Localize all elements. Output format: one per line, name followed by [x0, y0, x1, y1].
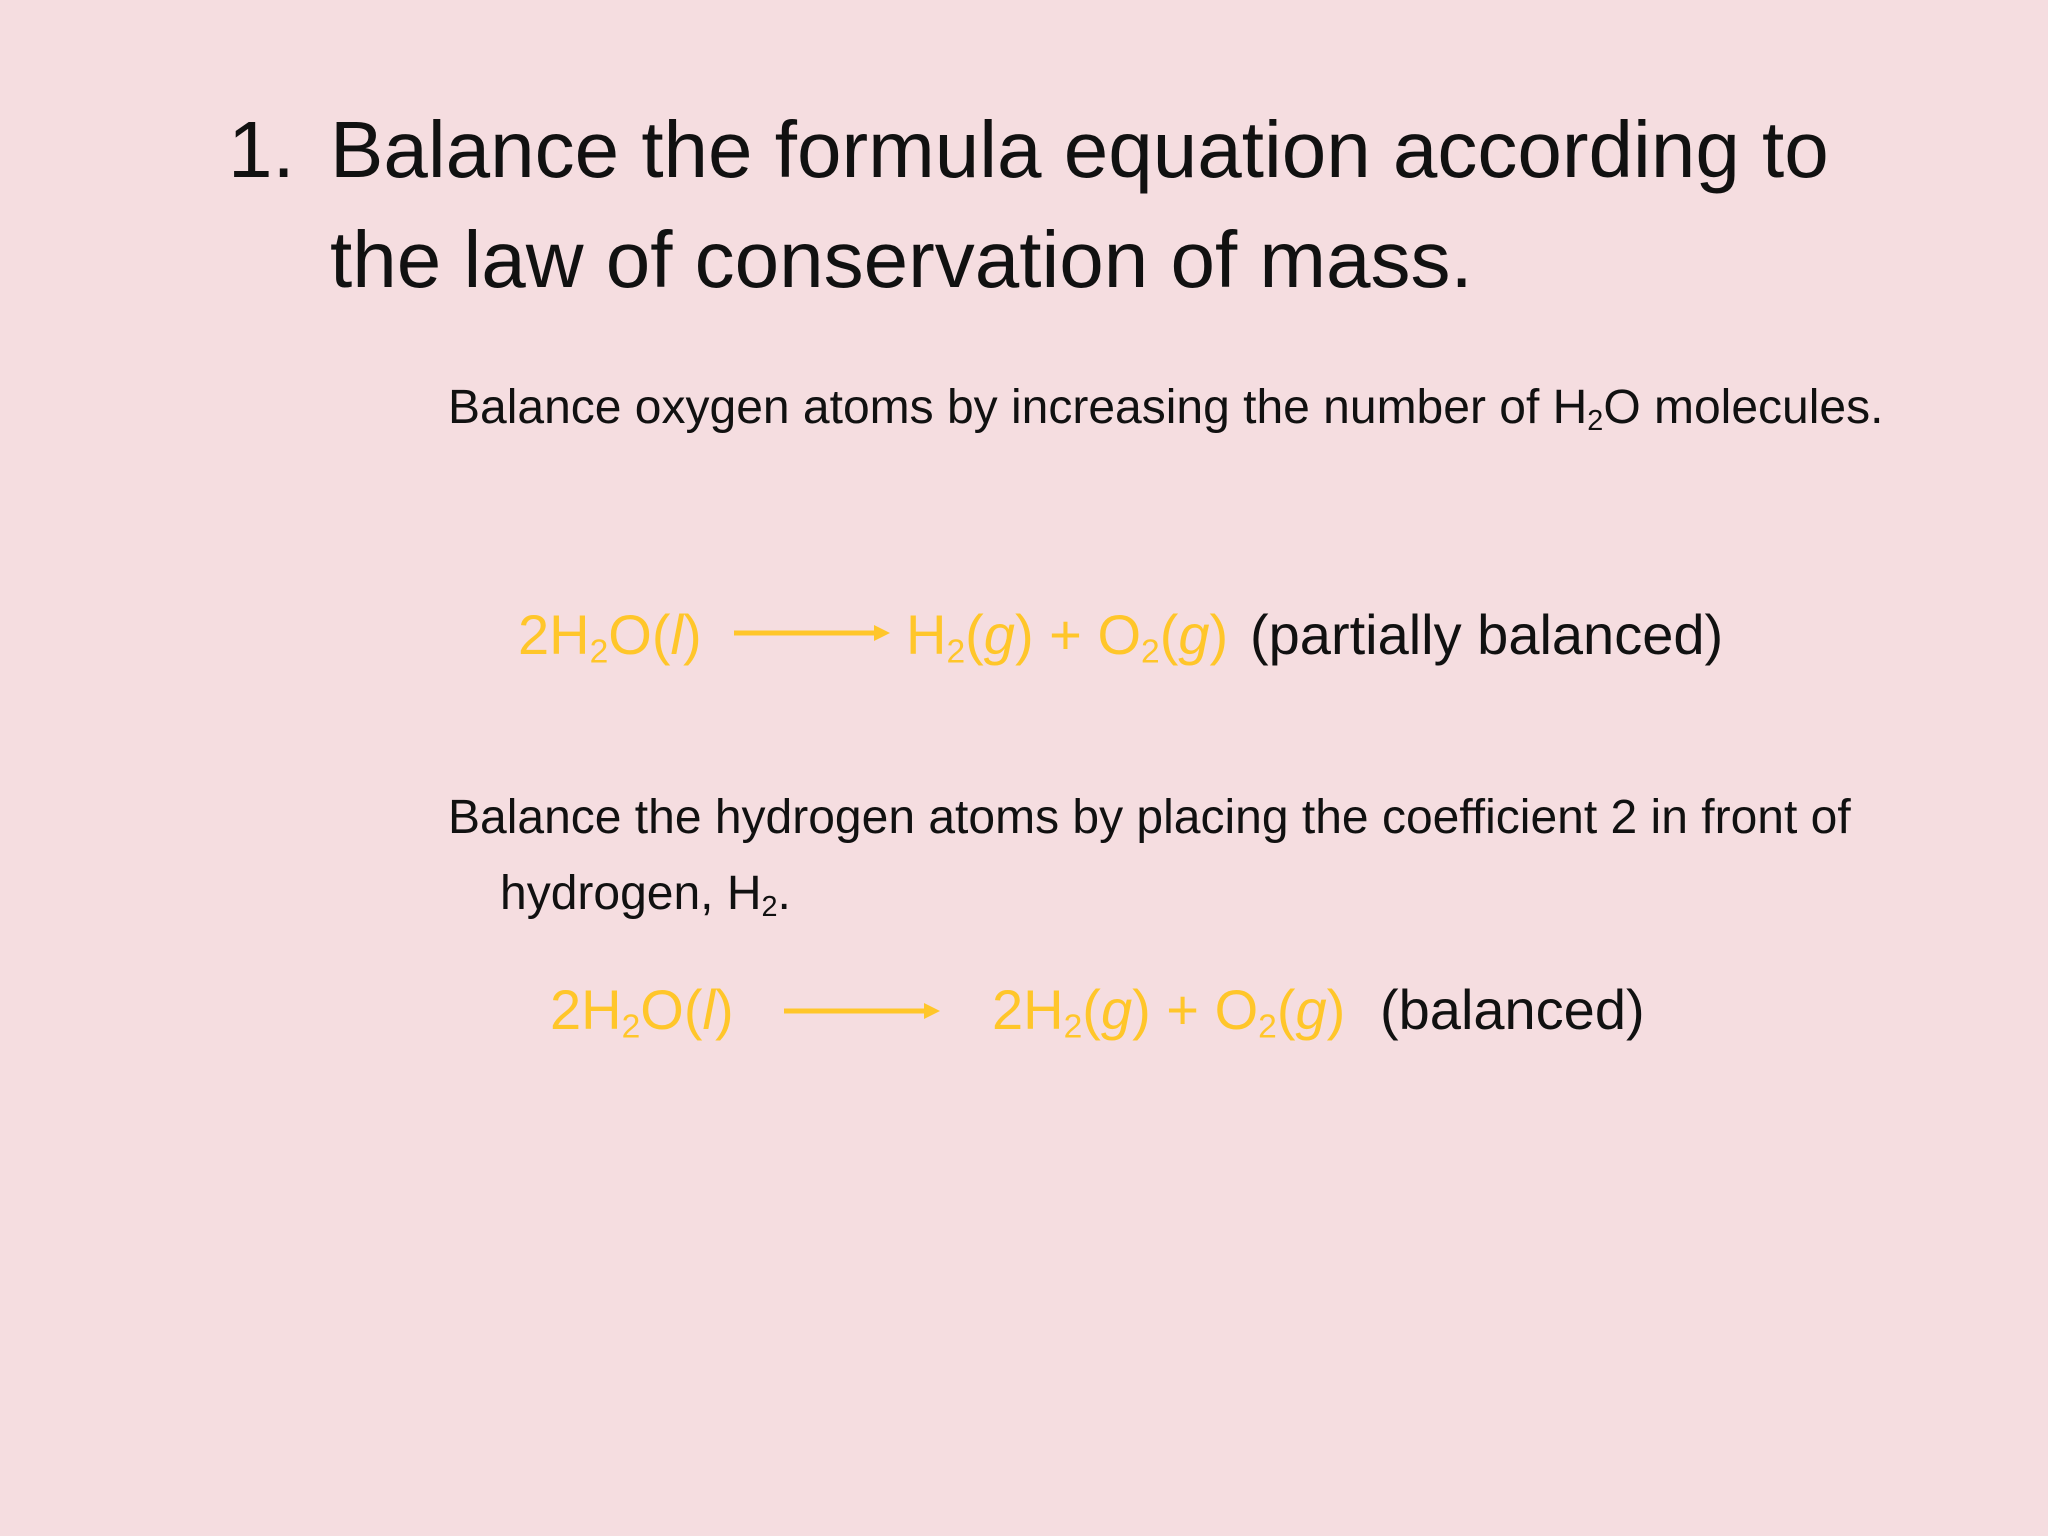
step-oxygen-text-end: O molecules. [1603, 381, 1884, 434]
products [906, 590, 1228, 680]
reaction-arrow [784, 996, 940, 1026]
plus-sign: + [1150, 978, 1215, 1041]
product-oxygen: $O_2(g)$ [1214, 978, 1346, 1046]
step-hydrogen-text-end: . [777, 867, 791, 920]
reactant-water: $2H_2O(l)$ [550, 978, 734, 1046]
step-oxygen-subscript: 2 [1587, 405, 1604, 438]
products [992, 965, 1345, 1055]
equation-status-note: (balanced) [1380, 978, 1645, 1041]
step-hydrogen-text: Balance the hydrogen atoms by placing the coefficient 2 in front of hydrogen, H [448, 791, 1851, 920]
product-oxygen: $O_2(g)$ [1097, 603, 1229, 671]
title-number: 1. [228, 105, 295, 194]
step-hydrogen-instruction [448, 780, 2020, 932]
product-hydrogen: $2H_2(g)$ [992, 978, 1151, 1046]
equation-status-note: (partially balanced) [1250, 603, 1724, 666]
reactant-water: $2H_2O(l)$ [518, 603, 702, 671]
step-hydrogen-subscript: 2 [761, 891, 778, 924]
reaction-arrow [734, 618, 890, 648]
plus-sign: + [1033, 603, 1098, 666]
step-oxygen-instruction [448, 370, 2020, 446]
product-hydrogen: $H_2(g)$ [906, 603, 1034, 671]
slide-title [228, 95, 1868, 315]
step-oxygen-text: Balance oxygen atoms by increasing the number of H [448, 381, 1588, 434]
title-text: Balance the formula equation according to the law of conservation of mass. [330, 105, 1829, 304]
